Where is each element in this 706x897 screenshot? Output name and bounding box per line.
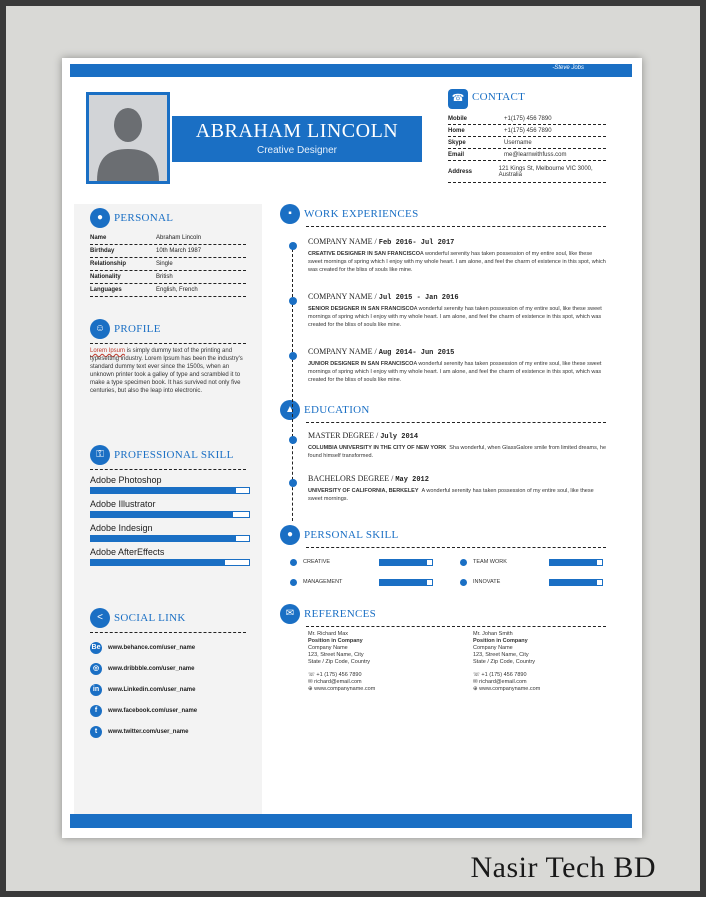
personal-skill-label: CREATIVE — [303, 559, 331, 565]
contact-key: Email — [448, 151, 465, 158]
reference-phone: +1 (175) 456 7890 — [316, 672, 362, 678]
profile-title: PROFILE — [114, 323, 161, 335]
skill-dot — [290, 579, 297, 586]
name-banner — [172, 116, 422, 162]
education-school: UNIVERSITY OF CALIFORNIA, BERKELEY — [308, 488, 419, 494]
job-dates: Feb 2016- Jul 2017 — [378, 239, 455, 247]
social-link-title: SOCIAL LINK — [114, 612, 186, 624]
reference-phone-row — [308, 672, 473, 679]
timeline-dot — [289, 436, 297, 444]
skill-item — [90, 523, 250, 542]
job-heading — [308, 292, 610, 302]
social-link[interactable] — [90, 679, 246, 700]
skill-dot — [460, 559, 467, 566]
profile-photo — [86, 92, 170, 184]
education-text: A wonderful serenity has taken possession of my entire soul, like these sweet mornings. — [308, 488, 594, 502]
timeline-dot — [289, 297, 297, 305]
reference-address: 123, Street Name, City — [473, 652, 529, 658]
personal-row — [90, 284, 246, 297]
bottom-bar — [70, 814, 632, 828]
reference-web[interactable]: www.companyname.com — [314, 686, 376, 692]
professional-skill-title: PROFESSIONAL SKILL — [114, 449, 234, 461]
personal-skill-label: INNOVATE — [473, 579, 501, 585]
reference-state: State / Zip Code, Country — [473, 659, 536, 665]
contact-value: +1(175) 456 7890 — [504, 127, 552, 134]
skill-bar-remainder — [236, 536, 249, 541]
references-title: REFERENCES — [304, 608, 377, 620]
person-icon: ● — [280, 525, 300, 545]
skill-bar-remainder — [427, 580, 432, 585]
job-entry — [290, 292, 610, 329]
top-bar-quote: -Steve Jobs — [552, 65, 584, 71]
contact-value: +1(175) 456 7890 — [504, 115, 552, 122]
contact-row — [448, 137, 606, 149]
personal-skill-bar — [379, 579, 433, 586]
skill-bar-remainder — [233, 512, 249, 517]
reference-web[interactable]: www.companyname.com — [479, 686, 541, 692]
job-text: A wonderful serenity has taken possession of my entire soul, like these sweet mornings of spring which I enjoy with my whole heart. I am alone, and feel the charm of existence in this spot, which was created for the bliss of souls like mine. — [308, 361, 602, 383]
personal-title: PERSONAL — [114, 212, 174, 224]
personal-key: Name — [90, 235, 107, 241]
watermark-brand: Nasir Tech BD — [470, 851, 656, 884]
contact-row — [448, 113, 606, 125]
contact-section — [448, 88, 606, 183]
personal-value: Abraham Lincoln — [156, 235, 202, 241]
social-link[interactable] — [90, 700, 246, 721]
contact-row — [448, 125, 606, 137]
left-column — [74, 204, 262, 814]
social-link-text[interactable]: www.facebook.com/user_name — [108, 707, 198, 714]
job-role: CREATIVE DESIGNER IN SAN FRANCISCO — [308, 251, 421, 257]
job-company: COMPANY NAME / — [308, 237, 379, 246]
personal-row — [90, 271, 246, 284]
reference-position: Position in Company — [473, 638, 528, 644]
skill-bar-remainder — [597, 560, 602, 565]
reference-company: Company Name — [308, 645, 348, 651]
reference-email-icon: ✉ — [308, 679, 315, 685]
social-link-text[interactable]: www.behance.com/user_name — [108, 644, 196, 651]
skill-bar — [90, 535, 250, 542]
job-dates: Jul 2015 - Jan 2016 — [378, 294, 459, 302]
phone-icon: ☎ — [448, 89, 468, 109]
reference-email[interactable]: richard@email.com — [314, 679, 362, 685]
contact-title: CONTACT — [472, 90, 526, 103]
reference-phone-row — [473, 672, 623, 679]
education-entry — [290, 431, 610, 460]
contact-row — [448, 149, 606, 161]
job-description — [308, 360, 608, 384]
education-degree: MASTER DEGREE / — [308, 431, 381, 440]
contact-value: 121 Kings St, Melbourne VIC 3000, Australia — [498, 165, 593, 178]
social-link[interactable] — [90, 721, 246, 742]
linkedin-icon: in — [90, 684, 102, 696]
job-description — [308, 305, 608, 329]
personal-value: Single — [156, 261, 173, 267]
personal-key: Nationality — [90, 274, 121, 280]
skill-item — [90, 499, 250, 518]
contact-row — [448, 161, 606, 183]
dribbble-icon: ◎ — [90, 663, 102, 675]
job-text: A wonderful serenity has taken possession of my entire soul, like these sweet mornings of spring which I enjoy with my whole heart. I am alone, and feel the charm of existence in this spot, which was created for the bliss of souls like mine. — [308, 306, 602, 328]
reference-state: State / Zip Code, Country — [308, 659, 371, 665]
education-heading — [308, 431, 610, 441]
skill-bar — [90, 559, 250, 566]
reference-web-row — [308, 686, 473, 693]
user-icon: ● — [90, 208, 110, 228]
timeline-dot — [289, 352, 297, 360]
reference-address: 123, Street Name, City — [308, 652, 364, 658]
contact-key: Skype — [448, 139, 466, 146]
profile-text: Lorem Ipsum is simply dummy text of the printing and typesetting industry. Lorem Ipsum has been the industry's standard dummy text ever since the 1500s, when an unknown printer took a galley of type and scrambled it to make a type specimen book. It has survived not only five centuries, but also the leap into electronic. — [90, 348, 243, 394]
reference-email-row — [473, 679, 623, 686]
contact-value: Username — [504, 139, 532, 146]
contact-key: Home — [448, 127, 465, 134]
education-degree: BACHELORS DEGREE / — [308, 474, 396, 483]
twitter-icon: t — [90, 726, 102, 738]
briefcase-icon: ▪ — [280, 204, 300, 224]
education-description — [308, 444, 608, 460]
job-role: SENIOR DESIGNER IN SAN FRANCISCO — [308, 306, 414, 312]
social-link-text[interactable]: www.Linkedin.com/user_name — [108, 686, 196, 693]
skill-dot — [290, 559, 297, 566]
job-text: A wonderful serenity has taken possession of my entire soul, like these sweet mornings of spring which I enjoy with my whole heart. I am alone, and feel the charm of existence in this spot, which was created for the bliss of souls like mine. — [308, 251, 606, 273]
skill-bar-remainder — [597, 580, 602, 585]
education-year: May 2012 — [395, 476, 429, 484]
skill-bar — [90, 511, 250, 518]
graduation-cap-icon: ▲ — [280, 400, 300, 420]
job-entry — [290, 237, 610, 274]
timeline-dot — [289, 479, 297, 487]
contact-key: Address — [448, 168, 473, 175]
personal-value: British — [156, 274, 173, 280]
top-bar — [70, 64, 632, 77]
personal-skill-item — [290, 572, 460, 592]
reference-phone-icon: ☏ — [308, 672, 317, 678]
job-company: COMPANY NAME / — [308, 292, 379, 301]
personal-value: English, French — [156, 287, 198, 293]
personal-skill-item — [290, 552, 460, 572]
share-icon: < — [90, 608, 110, 628]
skill-bar-remainder — [236, 488, 249, 493]
job-company: COMPANY NAME / — [308, 347, 379, 356]
reference-phone: +1 (175) 456 7890 — [481, 672, 527, 678]
reference-company: Company Name — [473, 645, 513, 651]
reference-email-icon: ✉ — [473, 679, 480, 685]
reference-web-icon: ⊕ — [308, 686, 315, 692]
key-icon: ⚿ — [90, 445, 110, 465]
personal-value: 10th March 1987 — [156, 248, 202, 254]
reference-email-row — [308, 679, 473, 686]
work-title: WORK EXPERIENCES — [304, 208, 419, 220]
personal-skill-label: TEAM WORK — [473, 559, 507, 565]
personal-skill-bar — [549, 579, 603, 586]
job-heading — [308, 237, 610, 247]
behance-icon: Be — [90, 642, 102, 654]
personal-row — [90, 258, 246, 271]
social-link[interactable] — [90, 658, 246, 679]
skill-label: Adobe AfterEffects — [90, 547, 165, 557]
reference-web-row — [473, 686, 623, 693]
reference-name: Mr. Johan Smith — [473, 631, 513, 637]
contact-value: me@learnwithfuss.com — [504, 151, 567, 158]
reference-card — [473, 631, 623, 693]
education-heading — [308, 474, 610, 484]
reference-position: Position in Company — [308, 638, 363, 644]
education-title: EDUCATION — [304, 404, 370, 416]
skill-item — [90, 547, 250, 566]
reference-phone-icon: ☏ — [473, 672, 482, 678]
reference-email[interactable]: richard@email.com — [479, 679, 527, 685]
education-entry — [290, 474, 610, 503]
skill-bar-remainder — [225, 560, 249, 565]
personal-skill-item — [460, 552, 610, 572]
skill-item — [90, 475, 250, 494]
social-link[interactable] — [90, 637, 246, 658]
job-role: JUNIOR DESIGNER IN SAN FRANCISCO — [308, 361, 414, 367]
facebook-icon: f — [90, 705, 102, 717]
personal-key: Relationship — [90, 261, 127, 267]
social-link-text[interactable]: www.dribbble.com/user_name — [108, 665, 195, 672]
profile-icon: ☺ — [90, 319, 110, 339]
candidate-title: Creative Designer — [256, 145, 338, 156]
skill-label: Adobe Illustrator — [90, 499, 156, 509]
skill-label: Adobe Indesign — [90, 523, 153, 533]
personal-skill-bar — [549, 559, 603, 566]
skill-dot — [460, 579, 467, 586]
personal-skill-label: MANAGEMENT — [303, 579, 343, 585]
reference-card — [308, 631, 473, 693]
job-dates: Aug 2014- Jun 2015 — [378, 349, 455, 357]
avatar-silhouette-icon — [89, 95, 167, 181]
skill-bar — [90, 487, 250, 494]
education-school: COLUMBIA UNIVERSITY IN THE CITY OF NEW YORK — [308, 445, 447, 451]
personal-skill-bar — [379, 559, 433, 566]
right-column — [280, 204, 610, 693]
contact-key: Mobile — [448, 115, 467, 122]
education-description — [308, 487, 608, 503]
job-entry — [290, 347, 610, 384]
reference-name: Mr. Richard Max — [308, 631, 349, 637]
personal-key: Languages — [90, 287, 122, 293]
personal-skill-title: PERSONAL SKILL — [304, 529, 399, 541]
job-heading — [308, 347, 610, 357]
personal-skill-item — [460, 572, 610, 592]
reference-web-icon: ⊕ — [473, 686, 480, 692]
timeline-dot — [289, 242, 297, 250]
personal-row — [90, 232, 246, 245]
skill-bar-remainder — [427, 560, 432, 565]
education-text: Sha wonderful, when GlassGalore smile from limited dreams, he found himself transformed. — [308, 445, 607, 459]
job-description — [308, 250, 608, 274]
personal-key: Birthday — [90, 248, 115, 254]
skill-label: Adobe Photoshop — [90, 475, 162, 485]
education-year: July 2014 — [380, 433, 419, 441]
personal-row — [90, 245, 246, 258]
social-link-text[interactable]: www.twitter.com/user_name — [108, 728, 189, 735]
chat-icon: ✉ — [280, 604, 300, 624]
resume-sheet — [62, 58, 642, 838]
candidate-name: ABRAHAM LINCOLN — [195, 120, 399, 142]
